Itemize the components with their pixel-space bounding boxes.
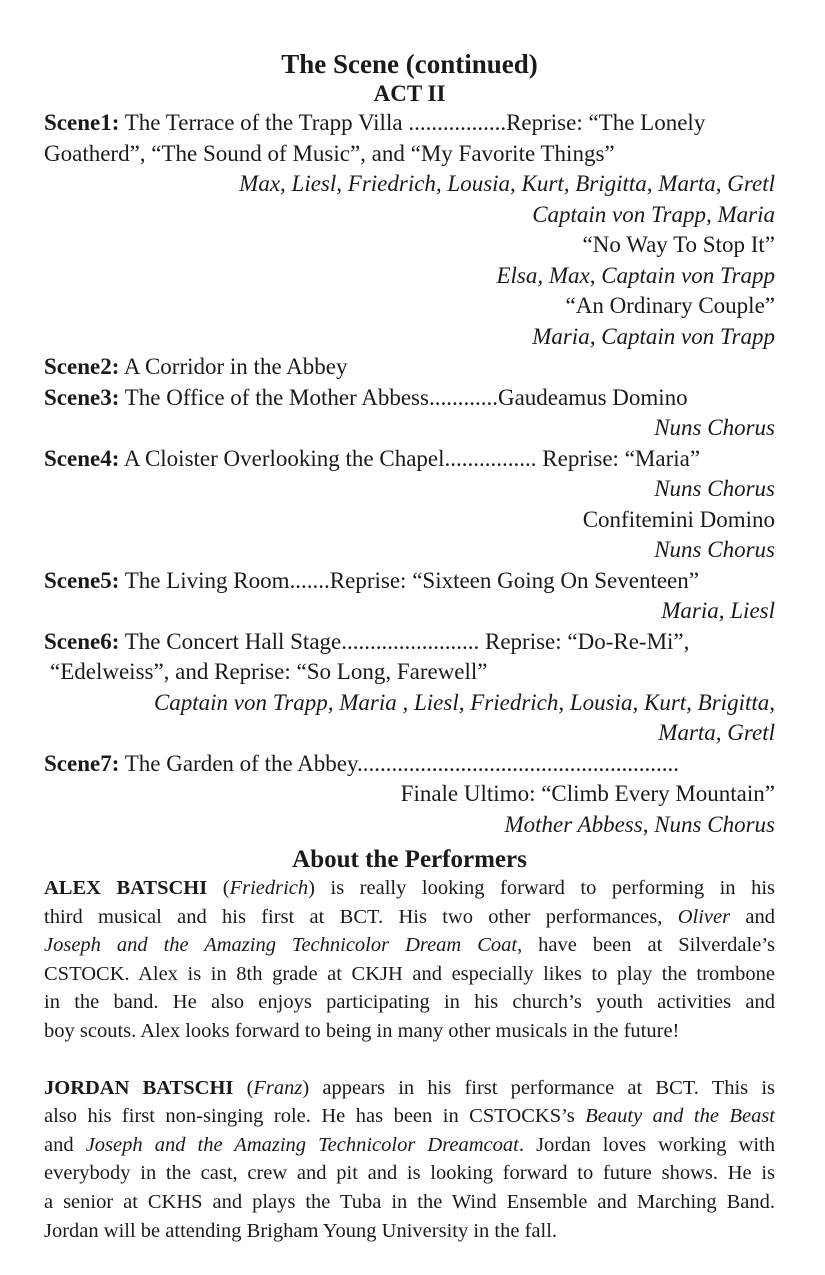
song-title: Reprise: “The Lonely <box>506 110 706 135</box>
cast-list: Maria, Captain von Trapp <box>532 323 775 349</box>
scene-place: The Concert Hall Stage <box>124 628 342 654</box>
section-heading-performers: About the Performers <box>292 846 527 873</box>
bio-text: and <box>44 1133 74 1156</box>
song-title-continued: Goatherd”, “The Sound of Music”, and “My Favorite Things” <box>44 140 615 166</box>
act-heading: ACT II <box>373 81 446 106</box>
scene-label: Scene6: <box>44 628 120 654</box>
bio-text: is really looking forward to performing in his <box>330 877 775 899</box>
performer-name: JORDAN BATSCHI <box>44 1076 234 1099</box>
scene-place: The Office of the Mother Abbess <box>124 384 429 410</box>
scene-place: A Cloister Overlooking the Chapel <box>123 445 445 471</box>
leader-dots: ................ <box>444 445 537 471</box>
bio-line: JORDAN BATSCHI (Franz) appears in his first performance at BCT. This is <box>44 1076 776 1099</box>
bio-text: third musical and his first at BCT. His two other performances, <box>44 905 663 928</box>
leader-dots: ........................ <box>341 628 480 654</box>
bio-line: everybody in the cast, crew and pit and is looking forward to future shows. He is <box>44 1162 775 1185</box>
song-title: Gaudeamus Domino <box>497 384 688 410</box>
scene-5-line <box>44 566 775 597</box>
bio-text: and <box>745 905 775 928</box>
scene-place: The Living Room <box>124 567 290 593</box>
spacer <box>44 1046 775 1074</box>
song-title: Reprise: “Sixteen Going On Seventeen” <box>329 567 699 593</box>
cast-list: Captain von Trapp, Maria <box>532 201 775 227</box>
bio-line: a senior at CKHS and plays the Tuba in the Wind Ensemble and Marching Band. <box>44 1190 775 1213</box>
scene-label: Scene1: <box>44 110 120 135</box>
bio-line <box>44 931 775 960</box>
performer-bio-jordan <box>44 1074 775 1246</box>
scene-place: The Garden of the Abbey <box>124 750 357 776</box>
bio-text: , have been at Silverdale’s <box>517 934 776 957</box>
cast-list: Elsa, Max, Captain von Trapp <box>496 262 775 288</box>
bio-line: in the band. He also enjoys participating in his church’s youth activities and <box>44 991 775 1014</box>
cast-list: Max, Liesl, Friedrich, Lousia, Kurt, Brigitta, Marta, Gretl <box>239 171 775 196</box>
performer-role: Franz <box>253 1076 303 1099</box>
performer-bio-alex <box>44 874 775 1046</box>
song-title: Finale Ultimo: “Climb Every Mountain” <box>400 781 775 806</box>
show-title: Oliver <box>677 905 731 928</box>
scene-label: Scene2: <box>44 354 120 379</box>
bio-line <box>44 1102 775 1131</box>
show-title: Joseph and the Amazing Technicolor Dream Coat <box>44 934 518 957</box>
song-title: “An Ordinary Couple” <box>565 293 775 318</box>
scene-place: The Terrace of the Trapp Villa <box>124 110 403 135</box>
bio-line: Jordan will be attending Brigham Young University in the fall. <box>44 1219 558 1242</box>
bio-text: . Jordan loves working with <box>518 1133 776 1156</box>
song-title: Reprise: “Maria” <box>542 445 701 471</box>
cast-list: Captain von Trapp, Maria , Liesl, Friedrich, Lousia, Kurt, Brigitta, <box>153 689 775 715</box>
show-title: Joseph and the Amazing Technicolor Dreamcoat <box>85 1133 519 1156</box>
scene-label: Scene7: <box>44 750 120 776</box>
show-title: Beauty and the Beast <box>585 1105 776 1128</box>
cast-list: Mother Abbess, Nuns Chorus <box>504 811 775 837</box>
scene-label: Scene3: <box>44 384 120 410</box>
leader-dots: ........................................................ <box>356 750 679 776</box>
bio-text: appears in his first performance at BCT. This is <box>322 1076 776 1099</box>
song-title: Reprise: “Do-Re-Mi”, <box>484 628 690 654</box>
song-title: “No Way To Stop It” <box>582 232 775 257</box>
bio-line: boy scouts. Alex looks forward to being in many other musicals in the future! <box>44 1019 680 1042</box>
bio-line: ALEX BATSCHI (Friedrich) is really looking forward to performing in his <box>44 877 775 899</box>
leader-dots: ....... <box>289 567 330 593</box>
program-page <box>44 40 775 1245</box>
bio-line <box>44 1131 775 1160</box>
cast-list: Maria, Liesl <box>661 598 775 623</box>
bio-line: CSTOCK. Alex is in 8th grade at CKJH and especially likes to play the trombone <box>44 962 775 985</box>
scene-label: Scene5: <box>44 567 120 593</box>
scene-1-line <box>44 108 775 139</box>
page-title: The Scene (continued) <box>281 49 538 79</box>
scene-2-line <box>44 352 775 383</box>
scene-4-line <box>44 444 775 475</box>
cast-list: Nuns Chorus <box>654 476 775 501</box>
scene-3-line <box>44 383 775 414</box>
scene-7-line <box>44 749 775 780</box>
bio-line <box>44 903 775 932</box>
leader-dots: ................. <box>408 110 507 135</box>
performer-role: Friedrich <box>229 877 309 899</box>
cast-list: Marta, Gretl <box>658 720 775 745</box>
scene-6-line <box>44 627 775 658</box>
song-title-continued: “Edelweiss”, and Reprise: “So Long, Farewell” <box>50 659 488 684</box>
scene-label: Scene4: <box>44 445 120 471</box>
performer-name: ALEX BATSCHI <box>44 877 208 899</box>
scene-place: A Corridor in the Abbey <box>123 354 348 379</box>
cast-list: Nuns Chorus <box>654 537 775 562</box>
bio-text: also his first non-singing role. He has been in CSTOCKS’s <box>44 1105 575 1128</box>
song-title: Confitemini Domino <box>582 506 775 532</box>
cast-list: Nuns Chorus <box>654 415 775 440</box>
leader-dots: ............ <box>428 384 498 410</box>
